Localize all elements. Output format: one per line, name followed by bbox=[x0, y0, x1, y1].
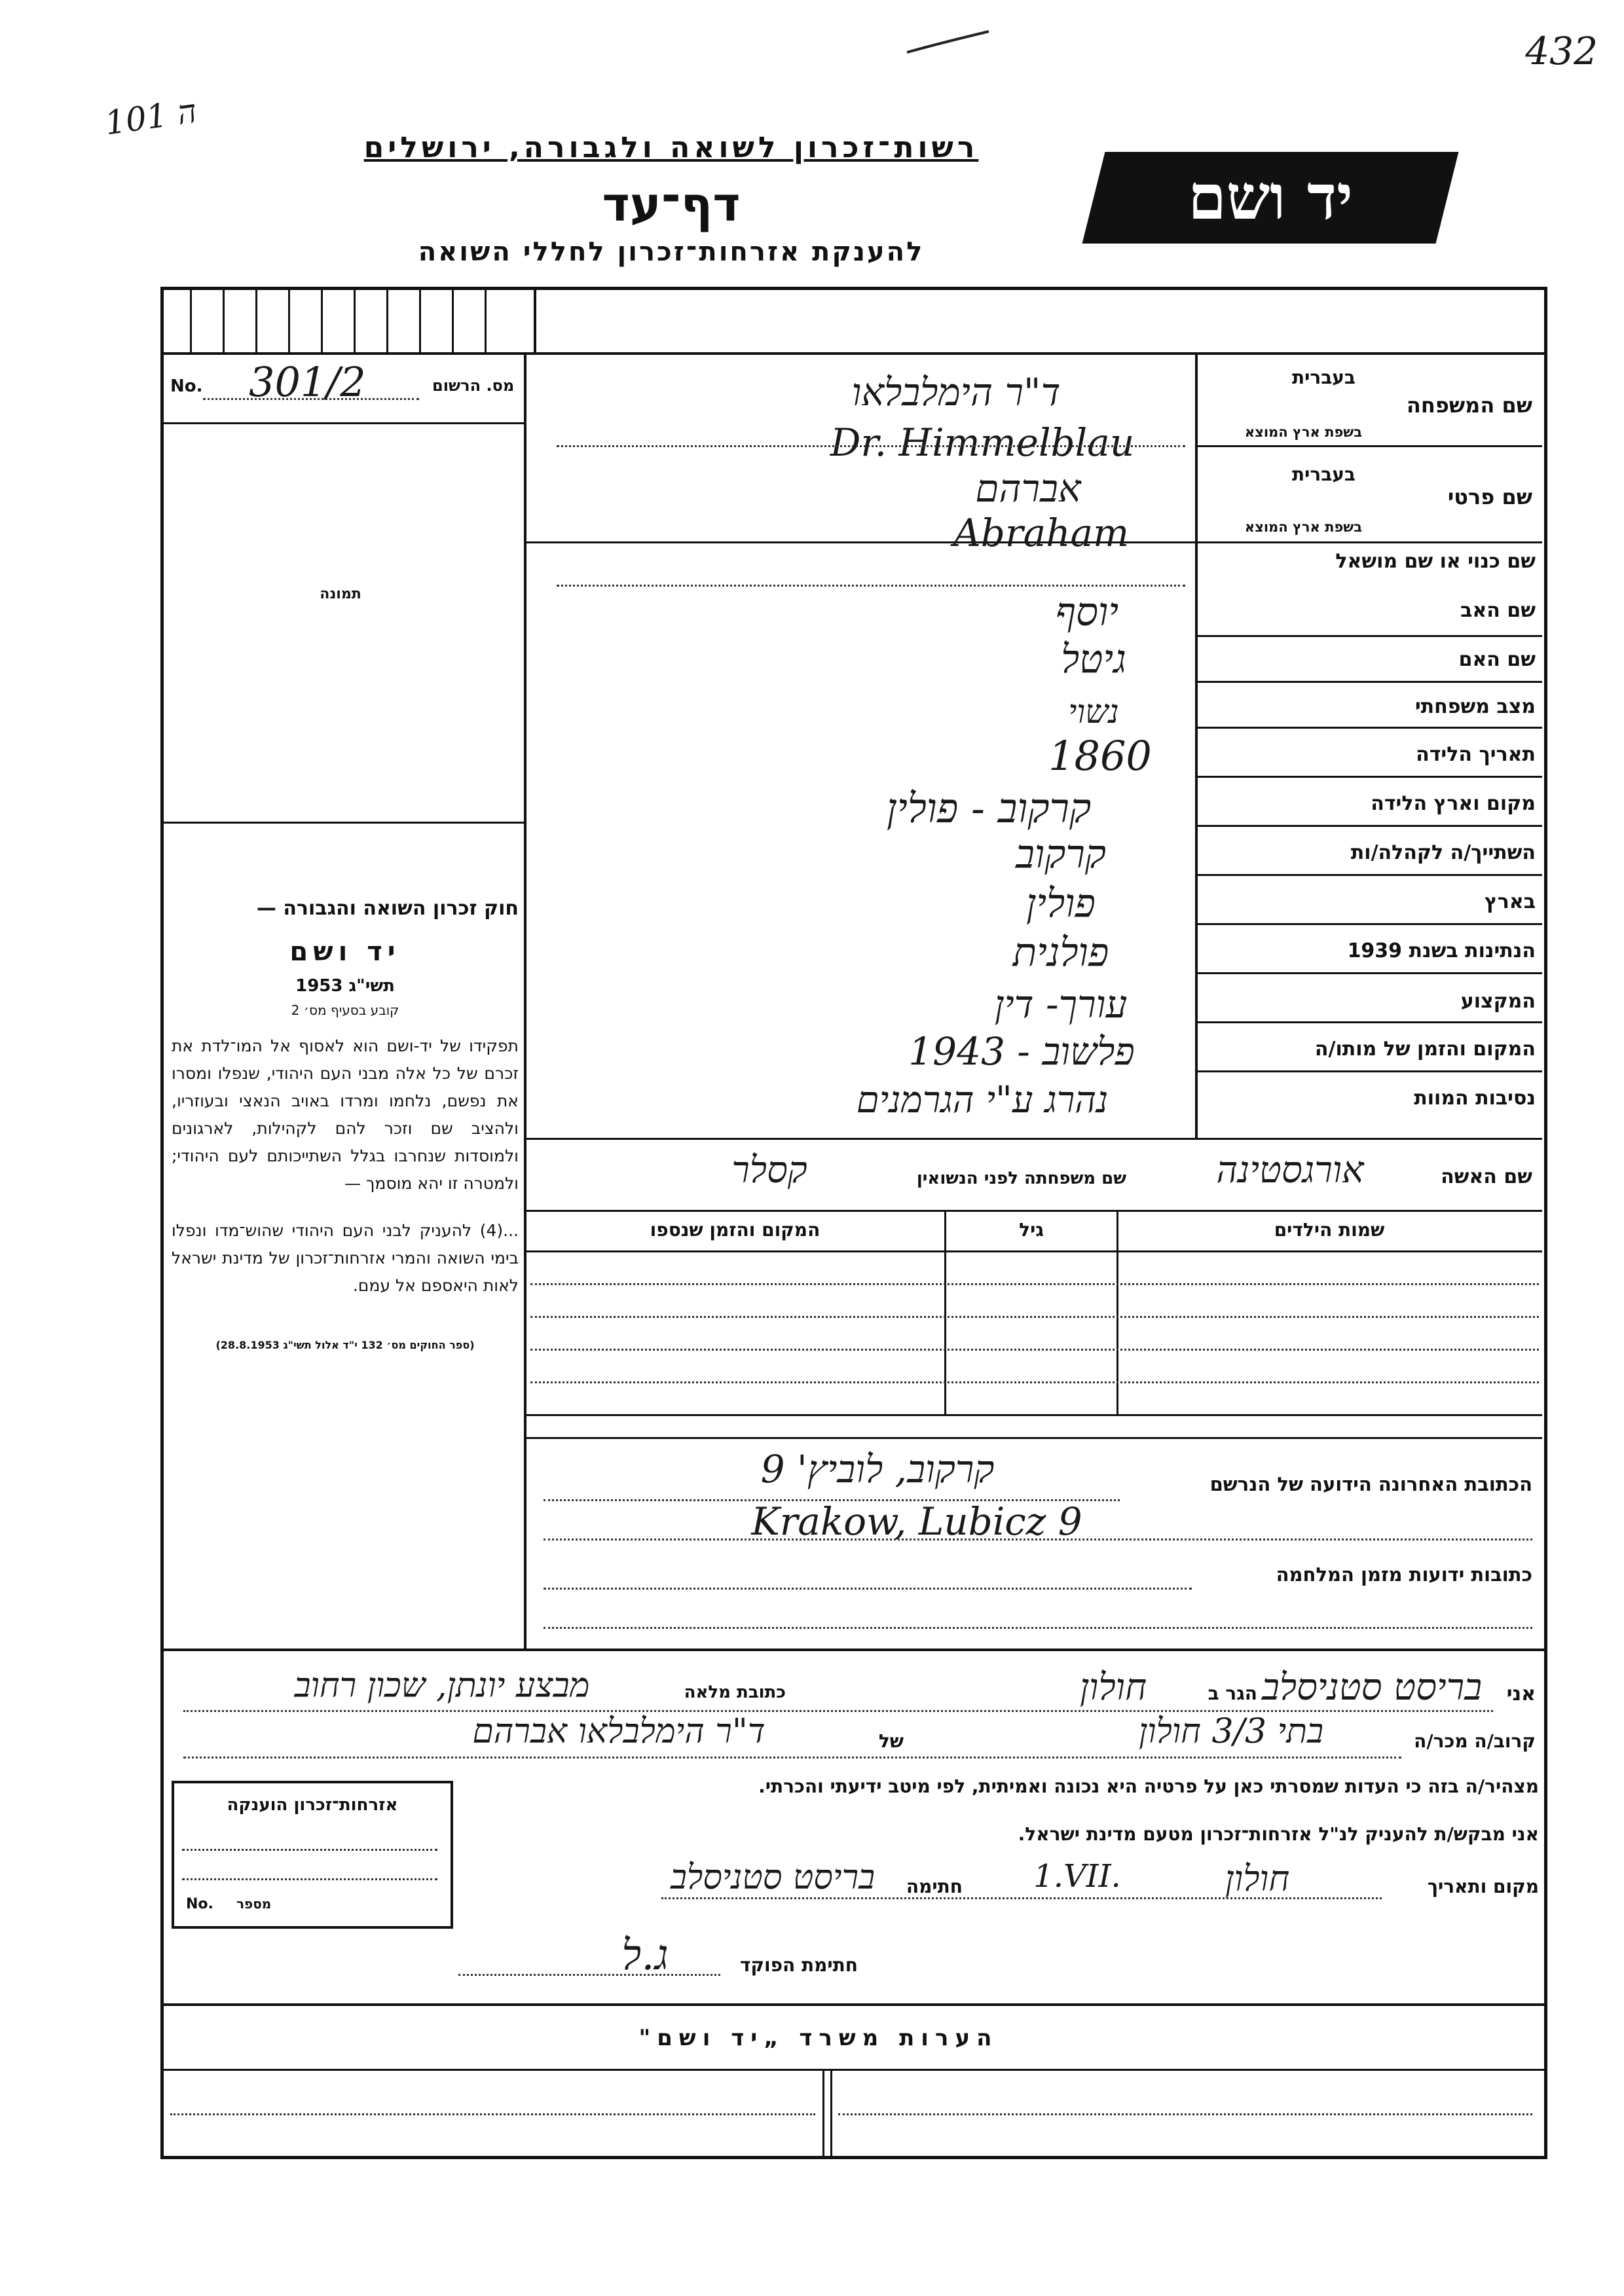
relation-value: בתי 3/3 חולון bbox=[1138, 1712, 1324, 1751]
wife-name-label: שם האשה bbox=[1441, 1165, 1532, 1188]
law-name: יד ושם bbox=[289, 937, 401, 967]
declaration-statement-2: אני מבקש/ת להעניק לנ"ל אזרחות־זכרון מטעם מדינת ישראל. bbox=[1018, 1823, 1539, 1845]
resident-city-value: חולון bbox=[1079, 1666, 1147, 1709]
granted-citizenship-title: אזרחות־זכרון הוענקה bbox=[227, 1795, 398, 1815]
granted-no-label: No. bbox=[186, 1896, 213, 1912]
citizenship-label: הנתינות בשנת 1939 bbox=[1347, 939, 1536, 962]
form-title: דף־עד bbox=[602, 177, 741, 232]
first-name-origin-value: Abraham bbox=[953, 511, 1130, 555]
pen-stroke-mark bbox=[904, 26, 995, 59]
community-label: השתייך/ה לקהלה/ות bbox=[1350, 841, 1536, 864]
first-name-label: שם פרטי bbox=[1447, 484, 1532, 509]
wife-name-value: אורגסטינה bbox=[1216, 1149, 1364, 1192]
officer-signature-value: ג.ל bbox=[621, 1931, 669, 1980]
last-address-origin-value: Krakow, Lubicz 9 bbox=[751, 1499, 1082, 1544]
maiden-name-label: שם משפחתה לפני הנשואין bbox=[916, 1169, 1126, 1188]
family-name-hebrew-label: בעברית bbox=[1291, 367, 1356, 388]
registration-label-no: No. bbox=[170, 376, 203, 396]
authority-name: רשות־זכרון לשואה ולגבורה, ירושלים bbox=[363, 131, 979, 164]
law-box bbox=[172, 897, 519, 1351]
children-header-place-time: המקום והזמן שנספו bbox=[650, 1219, 821, 1241]
family-name-origin-value: Dr. Himmelblau bbox=[830, 420, 1135, 465]
law-source: (ספר החוקים מס׳ 132 י"ד אלול תשי"ג 28.8.1953) bbox=[215, 1339, 475, 1351]
family-name-origin-label: בשפת ארץ המוצא bbox=[1244, 424, 1362, 440]
registration-label-he: מס. הרשום bbox=[432, 376, 515, 395]
first-name-hebrew-label: בעברית bbox=[1291, 464, 1356, 485]
registration-value: 301/2 bbox=[249, 358, 366, 406]
granted-citizenship-box bbox=[172, 1781, 453, 1929]
law-year: תשי"ג 1953 bbox=[295, 976, 395, 996]
family-name-hebrew-value: ד"ר הימלבלאו bbox=[851, 370, 1061, 414]
mother-name-label: שם האם bbox=[1458, 648, 1536, 671]
father-name-value: יוסף bbox=[1055, 589, 1119, 635]
birth-date-value: 1860 bbox=[1048, 732, 1152, 780]
form-subtitle: להענקת אזרחות־זכרון לחללי השואה bbox=[418, 237, 925, 267]
marital-status-value: נשוי bbox=[1068, 693, 1119, 731]
birth-place-value: קרקוב - פולין bbox=[886, 784, 1092, 832]
first-name-hebrew-value: אברהם bbox=[975, 466, 1081, 511]
signature-label: חתימה bbox=[906, 1876, 963, 1897]
death-place-label: המקום והזמן של מותו/ה bbox=[1314, 1038, 1536, 1061]
profession-value: עורך- דין bbox=[994, 982, 1128, 1027]
resident-label: הגר ב bbox=[1208, 1683, 1257, 1704]
marital-status-label: מצב משפחתי bbox=[1414, 695, 1536, 718]
nickname-label: שם כנוי או שם מושאל bbox=[1335, 550, 1536, 573]
father-name-label: שם האב bbox=[1460, 599, 1536, 622]
first-name-origin-label: בשפת ארץ המוצא bbox=[1244, 519, 1362, 535]
page-number: 432 bbox=[1525, 29, 1598, 73]
country-label: בארץ bbox=[1484, 890, 1536, 913]
office-notes-title: הערות משרד „יד ושם" bbox=[638, 2025, 999, 2051]
children-header-age: גיל bbox=[1019, 1219, 1044, 1241]
declarant-name-value: בריסט סטניסלב bbox=[1261, 1666, 1483, 1709]
law-paragraph-2: ...(4) להעניק לבני העם היהודי שהוש־מדו ונפלו בימי השואה והמרי אזרחות־זכרון של מדינת ישראל לאות היאספם אל עמם. bbox=[172, 1221, 519, 1295]
signature-value: בריסט סטניסלב bbox=[670, 1858, 876, 1897]
date-value: 1.VII. bbox=[1033, 1858, 1121, 1895]
margin-note: 101 ה bbox=[102, 92, 199, 143]
community-value: קרקוב bbox=[1016, 831, 1106, 877]
citizenship-value: פולנית bbox=[1012, 930, 1109, 975]
place-value: חולון bbox=[1225, 1858, 1290, 1899]
children-header-names: שמות הילדים bbox=[1274, 1219, 1385, 1241]
country-value: פולין bbox=[1026, 881, 1096, 926]
wartime-address-label: כתובות ידועות מזמן המלחמה bbox=[1276, 1563, 1532, 1586]
profession-label: המקצוע bbox=[1460, 990, 1536, 1013]
last-address-label: הכתובת האחרונה הידועה של הנרשם bbox=[1209, 1473, 1532, 1495]
granted-no-he: מספר bbox=[236, 1896, 272, 1912]
birth-place-label: מקום וארץ הלידה bbox=[1371, 792, 1536, 815]
mother-name-value: גיטל bbox=[1061, 636, 1126, 682]
declarant-label: אני bbox=[1506, 1683, 1536, 1705]
death-circumstances-value: נהרג ע"י הגרמנים bbox=[856, 1079, 1109, 1121]
law-clause: קובע בסעיף מס׳ 2 bbox=[291, 1002, 399, 1018]
officer-signature-label: חתימת הפוקד bbox=[739, 1954, 858, 1976]
full-address-value: מבצע יונתן, שכון רחוב bbox=[294, 1666, 590, 1705]
family-name-label: שם המשפחה bbox=[1406, 393, 1532, 418]
death-place-value: פלשוב - 1943 bbox=[908, 1029, 1135, 1074]
relation-label: קרוב/ה מכר/ה bbox=[1414, 1730, 1536, 1752]
death-circumstances-label: נסיבות המוות bbox=[1414, 1087, 1536, 1110]
logo-text: יד ושם bbox=[1188, 162, 1353, 234]
birth-date-label: תאריך הלידה bbox=[1416, 743, 1536, 766]
law-title: חוק זכרון השואה והגבורה — bbox=[256, 897, 519, 920]
yad-vashem-logo bbox=[1082, 152, 1459, 244]
of-label: של bbox=[878, 1730, 904, 1752]
last-address-hebrew-value: קרקוב, לוביץ' 9 bbox=[760, 1447, 995, 1491]
full-address-label: כתובת מלאה bbox=[684, 1683, 786, 1702]
law-paragraph-1: תפקידו של יד-ושם הוא לאסוף אל המו־לדת את זכרם של כל אלה מבני העם היהודי, שנפלו ומסרו את נפשם, נלחמו ומרדו באויב הנאצי ובעוזריו, ולהציב שם וזכר להם לקהילות, לארגונים ולמוסדות שנחרבו בגלל השתייכותם לעם היהודי; ולמטרה זו יהא מוסמך — bbox=[172, 1036, 519, 1193]
maiden-name-value: קסלר bbox=[731, 1149, 807, 1192]
photo-label: תמונה bbox=[320, 586, 361, 602]
declaration-statement-1: מצהיר/ה בזה כי העדות שמסרתי כאן על פרטיה היא נכונה ואמיתית, לפי מיטב ידיעתי והכרתי. bbox=[758, 1776, 1539, 1797]
of-value: ד"ר הימלבלאו אברהם bbox=[472, 1712, 766, 1751]
registration-no bbox=[170, 358, 524, 409]
place-date-label: מקום ותאריך bbox=[1427, 1876, 1539, 1897]
